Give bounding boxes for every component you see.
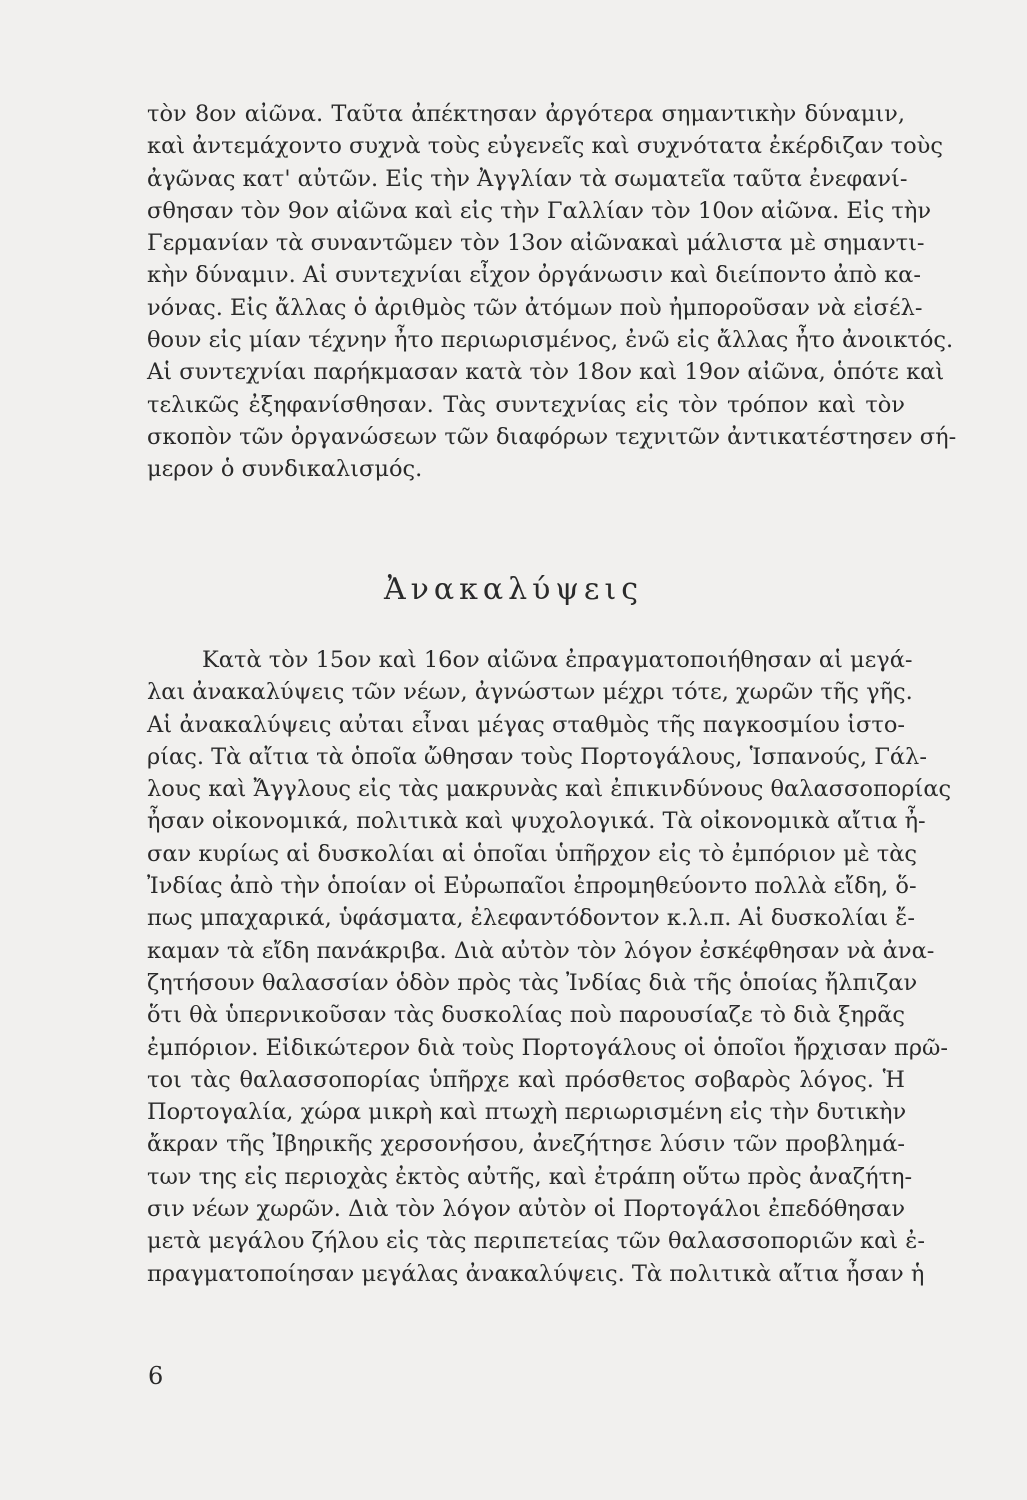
text-line: πως μπαχαρικά, ὑφάσματα, ἐλεφαντόδοντον κ.λ.π. Αἱ δυσκολίαι ἔ- bbox=[147, 905, 915, 932]
text-line: κὴν δύναμιν. Αἱ συντεχνίαι εἶχον ὀργάνωσιν καὶ διείποντο ἀπὸ κα- bbox=[147, 262, 921, 289]
text-line: πραγματοποίησαν μεγάλας ἀνακαλύψεις. Τὰ πολιτικὰ αἴτια ἦσαν ἡ bbox=[147, 1260, 925, 1287]
paragraph-discoveries bbox=[147, 644, 952, 1290]
text-line: ἦσαν οἰκονομικά, πολιτικὰ καὶ ψυχολογικά. Τὰ οἰκονομικὰ αἴτια ἦ- bbox=[147, 808, 926, 835]
section-heading: Ἀνακαλύψεις bbox=[383, 572, 644, 607]
text-line: των της εἰς περιοχὰς ἐκτὸς αὐτῆς, καὶ ἐτράπη οὕτω πρὸς ἀναζήτη- bbox=[147, 1163, 913, 1190]
text-line: σαν κυρίως αἱ δυσκολίαι αἱ ὁποῖαι ὑπῆρχον εἰς τὸ ἐμπόριον μὲ τὰς bbox=[147, 840, 918, 867]
text-line: Ἰνδίας ἀπὸ τὴν ὁποίαν οἱ Εὐρωπαῖοι ἐπρομηθεύοντο πολλὰ εἴδη, ὅ- bbox=[147, 873, 917, 900]
text-line: Γερμανίαν τὰ συναντῶμεν τὸν 13ον αἰῶνακαὶ μάλιστα μὲ σημαντι- bbox=[147, 230, 925, 257]
text-line: μερον ὁ συνδικαλισμός. bbox=[147, 456, 423, 483]
text-line: σθησαν τὸν 9ον αἰῶνα καὶ εἰς τὴν Γαλλίαν τὸν 10ον αἰῶνα. Εἰς τὴν bbox=[147, 197, 932, 224]
text-line: ὅτι θὰ ὑπερνικοῦσαν τὰς δυσκολίας ποὺ παρουσίαζε τὸ διὰ ξηρᾶς bbox=[147, 1002, 905, 1029]
text-line: σκοπὸν τῶν ὀργανώσεων τῶν διαφόρων τεχνιτῶν ἀντικατέστησεν σή- bbox=[147, 423, 957, 450]
text-line: ζητήσουν θαλασσίαν ὁδὸν πρὸς τὰς Ἰνδίας διὰ τῆς ὁποίας ἤλπιζαν bbox=[147, 969, 918, 996]
page-number: 6 bbox=[148, 1362, 164, 1390]
text-line: νόνας. Εἰς ἄλλας ὁ ἀριθμὸς τῶν ἀτόμων ποὺ ἠμποροῦσαν νὰ εἰσέλ- bbox=[147, 294, 923, 321]
text-line: Κατὰ τὸν 15ον καὶ 16ον αἰῶνα ἐπραγματοποιήθησαν αἱ μεγά- bbox=[202, 647, 913, 673]
text-line: Αἱ συντεχνίαι παρήκμασαν κατὰ τὸν 18ον καὶ 19ον αἰῶνα, ὁπότε καὶ bbox=[147, 359, 945, 386]
text-line: Αἱ ἀνακαλύψεις αὐται εἶναι μέγας σταθμὸς τῆς παγκοσμίου ἱστο- bbox=[147, 711, 905, 738]
text-line: ρίας. Τὰ αἴτια τὰ ὁποῖα ὤθησαν τοὺς Πορτογάλους, Ἱσπανούς, Γάλ- bbox=[147, 743, 927, 770]
text-line: ἄκραν τῆς Ἰβηρικῆς χερσονήσου, ἀνεζήτησε λύσιν τῶν προβλημά- bbox=[147, 1131, 905, 1158]
text-line: τὸν 8ον αἰῶνα. Ταῦτα ἀπέκτησαν ἀργότερα σημαντικὴν δύναμιν, bbox=[147, 101, 905, 127]
text-line: θουν εἰς μίαν τέχνην ἦτο περιωρισμένος, ἐνῶ εἰς ἄλλας ἦτο ἀνοικτός. bbox=[147, 327, 954, 354]
text-line: καμαν τὰ εἴδη πανάκριβα. Διὰ αὐτὸν τὸν λόγον ἐσκέφθησαν νὰ ἀνα- bbox=[147, 937, 935, 964]
text-line: ἀγῶνας κατ' αὐτῶν. Εἰς τὴν Ἀγγλίαν τὰ σωματεῖα ταῦτα ἐνεφανί- bbox=[147, 165, 908, 192]
text-line: λους καὶ Ἄγγλους εἰς τὰς μακρυνὰς καὶ ἐπικινδύνους θαλασσοπορίας bbox=[147, 776, 952, 803]
text-line: ἐμπόριον. Εἰδικώτερον διὰ τοὺς Πορτογάλους οἱ ὁποῖοι ἤρχισαν πρῶ- bbox=[147, 1034, 949, 1061]
text-line: τελικῶς ἐξηφανίσθησαν. Τὰς συντεχνίας εἰς τὸν τρόπον καὶ τὸν bbox=[147, 391, 905, 418]
paragraph-guilds bbox=[147, 98, 957, 486]
text-line: λαι ἀνακαλύψεις τῶν νέων, ἀγνώστων μέχρι τότε, χωρῶν τῆς γῆς. bbox=[147, 679, 913, 706]
text-line: μετὰ μεγάλου ζήλου εἰς τὰς περιπετείας τῶν θαλασσοποριῶν καὶ ἐ- bbox=[147, 1228, 925, 1255]
text-line: καὶ ἀντεμάχοντο συχνὰ τοὺς εὐγενεῖς καὶ συχνότατα ἐκέρδιζαν τοὺς bbox=[147, 133, 943, 160]
text-line: σιν νέων χωρῶν. Διὰ τὸν λόγον αὐτὸν οἱ Πορτογάλοι ἐπεδόθησαν bbox=[147, 1196, 905, 1223]
text-line: τοι τὰς θαλασσοπορίας ὑπῆρχε καὶ πρόσθετος σοβαρὸς λόγος. Ἡ bbox=[147, 1066, 905, 1093]
text-line: Πορτογαλία, χώρα μικρὴ καὶ πτωχὴ περιωρισμένη εἰς τὴν δυτικὴν bbox=[147, 1099, 907, 1126]
